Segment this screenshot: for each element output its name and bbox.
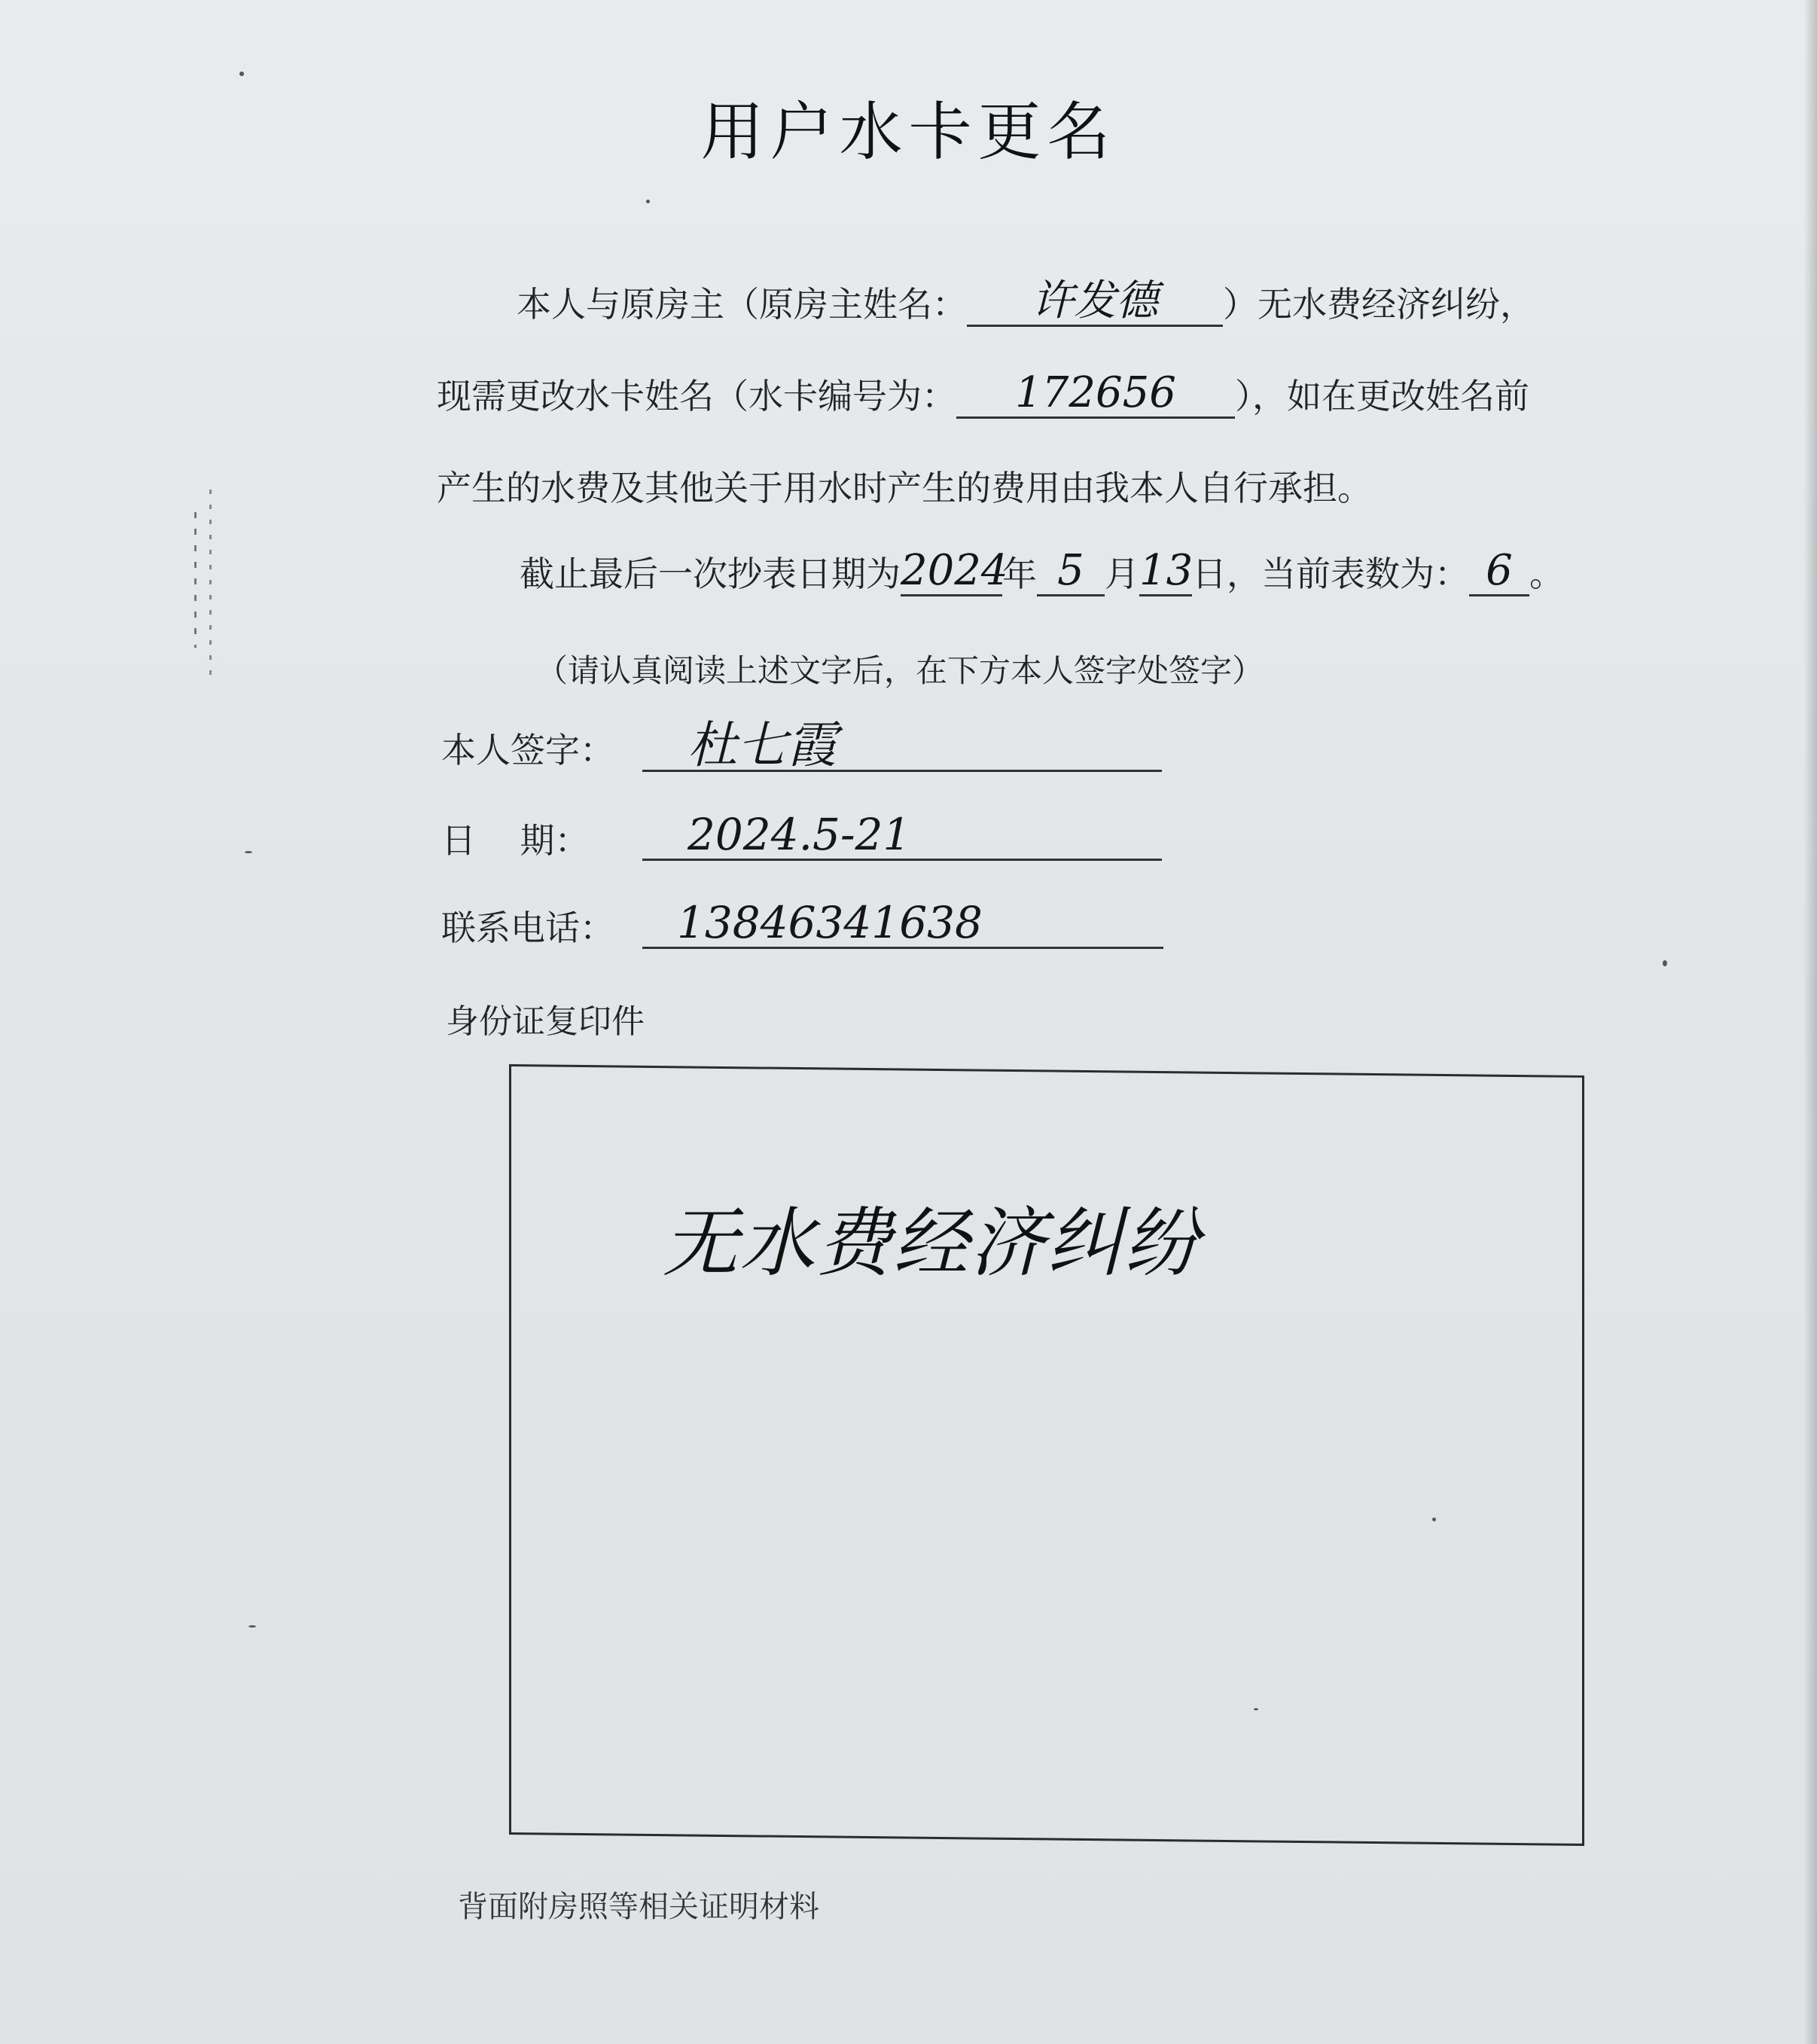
signature-label: 本人签字： [441, 730, 614, 770]
reading-month: 5 [1037, 548, 1105, 596]
reading-day: 13 [1139, 546, 1194, 596]
liability-statement: 产生的水费及其他关于用水时产生的费用由我本人自行承担。 [437, 468, 1372, 508]
reading-year-unit: 年 [1002, 554, 1037, 594]
card-change-prefix: 现需更改水卡姓名（水卡编号为： [437, 376, 956, 416]
scan-dotted-mark [209, 490, 212, 685]
phone-label: 联系电话： [441, 908, 614, 948]
meter-value: 6 [1469, 548, 1529, 596]
footer-note: 背面附房照等相关证明材料 [458, 1890, 819, 1924]
signature-field: 杜七霞 [642, 719, 1162, 772]
scan-speck [248, 1625, 256, 1628]
owner-statement-line [517, 277, 1535, 327]
water-card-number: 172656 [956, 370, 1235, 419]
date-label: 日 期： [441, 820, 590, 861]
reading-month-unit: 月 [1105, 554, 1139, 594]
card-change-line [437, 369, 1529, 419]
document-title: 用户水卡更名 [700, 95, 1117, 169]
scan-speck [1663, 960, 1667, 966]
reading-day-unit: 日，当前表数为： [1192, 554, 1469, 594]
owner-statement-suffix: ）无水费经济纠纷， [1223, 284, 1535, 325]
id-copy-label: 身份证复印件 [446, 1002, 645, 1041]
signing-date-field: 2024.5-21 [642, 808, 1162, 861]
scan-speck [245, 851, 252, 853]
scan-speck [1254, 1708, 1258, 1710]
original-owner-name: 许发德 [967, 278, 1223, 327]
signing-instruction: （请认真阅读上述文字后，在下方本人签字处签字） [536, 652, 1264, 689]
scan-speck [239, 72, 244, 76]
card-change-suffix: ），如在更改姓名前 [1235, 376, 1529, 416]
reading-prefix: 截止最后一次抄表日期为 [520, 554, 901, 594]
owner-statement-prefix: 本人与原房主（原房主姓名： [517, 284, 967, 325]
reading-end: 。 [1529, 554, 1564, 594]
scan-speck [1432, 1518, 1436, 1521]
id-box-handwritten-note: 无水费经济纠纷 [663, 1199, 1200, 1287]
scan-dotted-mark [194, 512, 197, 648]
scan-speck [646, 200, 650, 203]
reading-year: 2024 [901, 546, 1008, 596]
meter-reading-line [520, 547, 1564, 596]
id-copy-box [509, 1064, 1584, 1846]
page-edge-shadow [1803, 0, 1817, 2044]
phone-field: 13846341638 [642, 896, 1163, 949]
